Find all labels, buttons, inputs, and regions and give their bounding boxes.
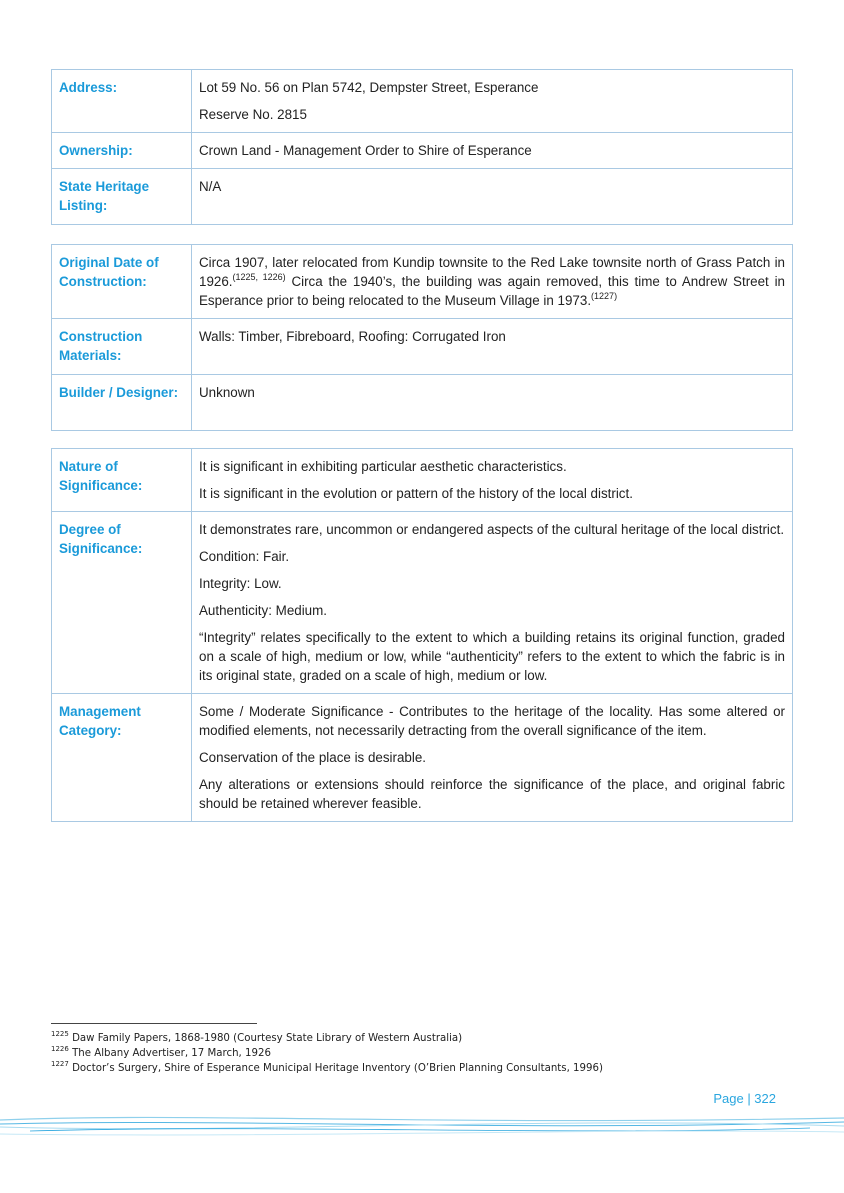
address-label: Address:: [52, 70, 192, 133]
date-text-continued: Circa the 1940’s, the building was again removed, this time to Andrew Street in Esperance prior to being relocated to the Museum Village in 1973.: [199, 274, 785, 308]
nature-paragraph: It is significant in the evolution or pattern of the history of the local district.: [199, 486, 633, 501]
management-paragraph: Any alterations or extensions should reinforce the significance of the place, and original fabric should be retained wherever feasible.: [199, 777, 785, 811]
date-label: Original Date of Construction:: [52, 245, 192, 319]
reserve-line: Reserve No. 2815: [199, 107, 307, 122]
builder-label: Builder / Designer:: [52, 375, 192, 431]
heritage-row: [52, 169, 793, 225]
management-paragraph: Conservation of the place is desirable.: [199, 750, 427, 765]
degree-value: [192, 512, 793, 694]
address-row: [52, 70, 793, 133]
page-number: Page | 322: [713, 1091, 776, 1106]
integrity-text: Integrity: Low.: [199, 576, 282, 591]
materials-row: [52, 319, 793, 375]
heritage-value: N/A: [192, 169, 793, 225]
footnote-item: $^{1227}$ Doctor’s Surgery, Shire of Esperance Municipal Heritage Inventory (O’Brien Planning Consultants, 1996): [51, 1059, 603, 1074]
footnote-ref: (1225, 1226): [232, 271, 286, 282]
ownership-row: [52, 133, 793, 169]
ownership-label: Ownership:: [52, 133, 192, 169]
nature-row: [52, 449, 793, 512]
management-label: Management Category:: [52, 694, 192, 822]
nature-paragraph: It is significant in exhibiting particular aesthetic characteristics.: [199, 459, 567, 474]
ownership-value: Crown Land - Management Order to Shire of Esperance: [192, 133, 793, 169]
management-value: [192, 694, 793, 822]
nature-label: Nature of Significance:: [52, 449, 192, 512]
degree-label: Degree of Significance:: [52, 512, 192, 694]
footnotes: [51, 1031, 751, 1076]
condition-text: Condition: Fair.: [199, 549, 290, 564]
nature-value: [192, 449, 793, 512]
date-value: [192, 245, 793, 319]
builder-value: Unknown: [192, 375, 793, 431]
date-row: [52, 245, 793, 319]
address-line: Lot 59 No. 56 on Plan 5742, Dempster Street, Esperance: [199, 80, 539, 95]
authenticity-text: Authenticity: Medium.: [199, 603, 328, 618]
property-details-table: [51, 69, 793, 225]
materials-label: Construction Materials:: [52, 319, 192, 375]
management-paragraph: Some / Moderate Significance - Contributes to the heritage of the locality. Has some altered or modified elements, not necessarily detracting from the overall significance of the item.: [199, 704, 785, 738]
builder-row: [52, 375, 793, 431]
date-text: Circa 1907, later relocated from Kundip townsite to the Red Lake townsite north of Grass Patch in 1926.: [199, 255, 785, 289]
significance-table: [51, 448, 793, 822]
heritage-label: State Heritage Listing:: [52, 169, 192, 225]
footnote-item: $^{1226}$ The Albany Advertiser, 17 March, 1926: [51, 1044, 271, 1059]
footnote-ref: (1227): [591, 290, 618, 301]
address-value: [192, 70, 793, 133]
degree-paragraph: It demonstrates rare, uncommon or endangered aspects of the cultural heritage of the local district.: [199, 522, 785, 537]
definition-paragraph: “Integrity” relates specifically to the extent to which a building retains its original function, graded on a scale of high, medium or low, while “authenticity” refers to the extent to which the fabric is in its original state, graded on a scale of high, medium or low.: [199, 630, 785, 683]
construction-table: [51, 244, 793, 431]
footnote-divider: [51, 1023, 257, 1024]
footnote-item: $^{1225}$ Daw Family Papers, 1868-1980 (Courtesy State Library of Western Australia): [51, 1029, 463, 1044]
decorative-wave-lines: [0, 1108, 844, 1148]
management-row: [52, 694, 793, 822]
materials-value: Walls: Timber, Fibreboard, Roofing: Corrugated Iron: [192, 319, 793, 375]
degree-row: [52, 512, 793, 694]
